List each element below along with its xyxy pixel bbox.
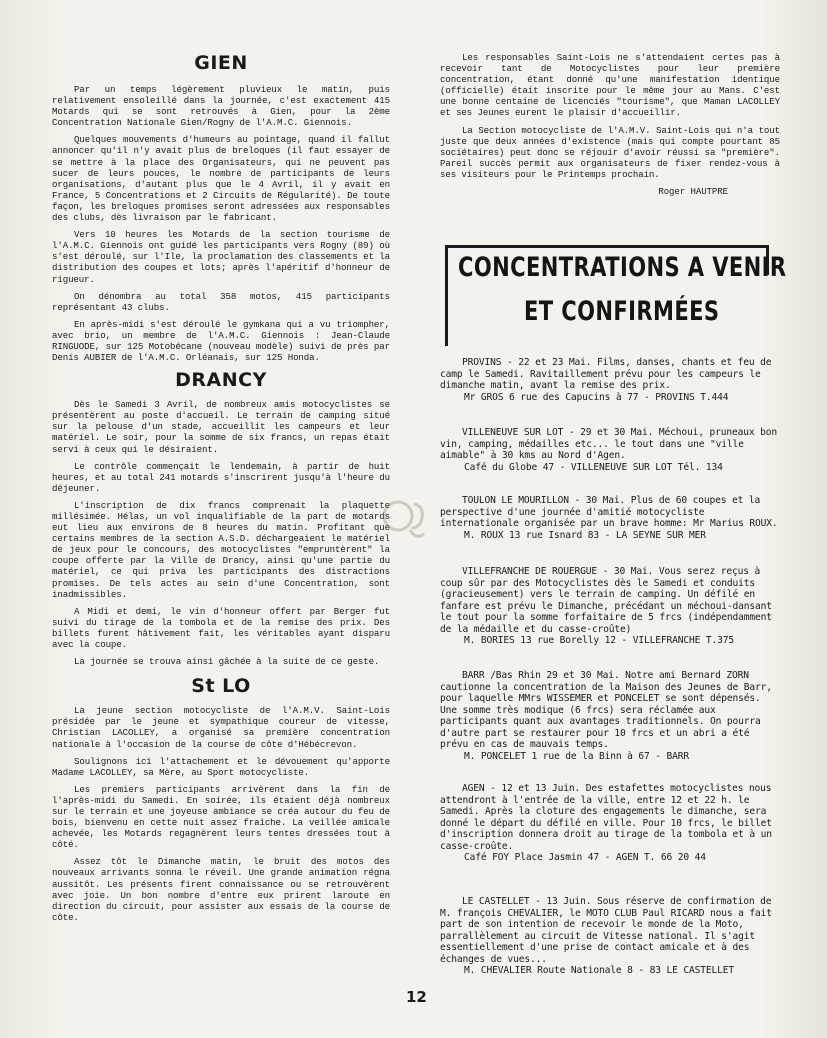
announcement-villeneuve [440,427,780,473]
paragraph: Les premiers participants arrivèrent dans la fin de l'après-midi du Samedi. En soirée, ils étaient déjà nombreux sur le terrain et une joyeuse ambiance se créa autour du feu de bois, bienvenu en cette nuit assez fraîche. La veillée amicale achevée, les Motards regagnèrent leurs tentes dressées tout à côté. [52,783,390,851]
announcement-address: Café du Globe 47 - VILLENEUVE SUR LOT Tél. 134 [464,461,723,473]
paragraph: L'inscription de dix francs comprenait la plaquette millésimée. Hélas, un vol inqualifiable de la part de motards eut lieu aux environs de 8 heures du matin. Profitant que certains membres de la section A.S.D. déchargeaient le matériel de jeux pour le concours, des motocyclistes "empruntèrent" la coupe offerte par la Ville de Drancy, ainsi qu'une partie du matériel, ce qui priva les participants des distractions promises. De tels actes au sein d'une Concentration, sont inadmissibles. [52,499,390,600]
announcement-text: VILLEFRANCHE DE ROUERGUE - 30 Mai. Vous serez reçus à coup sûr par des Motocyclistes dès le Samedi et conduits (gracieusement) vers le terrain de camping. Un défilé en fanfare est prévu le Dimanche, précédant un méchoui-dansant le tout pour la somme forfaitaire de 5 frcs (indépendamment de la médaille et du casse-croûte) [440,566,772,635]
concentrations-title-box [445,245,787,346]
announcement-text: LE CASTELLET - 13 Juin. Sous réserve de confirmation de M. françois CHEVALIER, le MOTO CLUB Paul RICARD nous a fait part de son intention de recevoir le monde de la Moto, parrallèlement au circuit de Vitesse national. Il s'agit essentiellement d'une prise de contact amicale et à des échanges de vues... [440,896,772,965]
author-signature: Roger HAUTPRE [658,186,728,198]
box-title-line2: ET CONFIRMÉES [524,296,720,327]
announcement-text: BARR /Bas Rhin 29 et 30 Mai. Notre ami Bernard ZORN cautionne la concentration de la Maison des Jeunes de Barr, pour laquelle MMrs WISSEMER et PONCELET se sont dépensés. Une somme très modique (6 frcs) sera réclamée aux participants quant aux avantages traditionnels. On pourra d'autre part se restaurer pour 10 frcs et un abri a été prévu en cas de mauvais temps. [440,670,772,750]
box-title-line1: CONCENTRATIONS A VENIR [458,252,787,283]
announcement-address: M. ROUX 13 rue Isnard 83 - LA SEYNE SUR MER [464,529,706,541]
announcement-text: PROVINS - 22 et 23 Mai. Films, danses, chants et feu de camp le Samedi. Ravitaillement prévu pour les campeurs le dimanche matin, avant la remise des prix. [440,357,772,391]
announcement-address: Mr GROS 6 rue des Capucins à 77 - PROVINS T.444 [464,391,729,403]
gien-heading: GIEN [194,52,248,74]
announcement-address: Café FOY Place Jasmin 47 - AGEN T. 66 20 44 [464,852,706,863]
paragraph: Soulignons ici l'attachement et le dévouement qu'apporte Madame LACOLLEY, sa Mère, au Sport motocycliste. [52,755,390,778]
left-column [52,48,390,929]
stlo-article [52,705,390,923]
announcement-address: M. CHEVALIER Route Nationale 8 - 83 LE CASTELLET [464,965,735,976]
announcement-toulon [440,495,780,541]
right-column-top [440,52,780,203]
announcement-text: AGEN - 12 et 13 Juin. Des estafettes motocyclistes nous attendront à l'entrée de la ville, entre 12 et 22 h. le Samedi. Après la cloture des engagements le dimanche, sera donné le départ du défilé en ville. Pour 10 frcs, le billet d'inscription donnera droit au tirage de la tombola et à un casse-croûte. [440,783,772,852]
announcement-provins [440,357,780,403]
paragraph: La jeune section motocycliste de l'A.M.V. Saint-Lois présidée par le jeune et sympathique coureur de vitesse, Christian LACOLLEY, a organisé sa première concentration nationale à l'occasion de la course de côte d'Hébécrevon. [52,705,390,750]
watermark-logo [380,490,432,550]
drancy-article [52,399,390,667]
announcement-address: M. PONCELET 1 rue de la Binn à 67 - BARR [464,750,690,762]
drancy-heading: DRANCY [175,369,267,392]
announcement-agen [440,783,780,864]
paragraph: Vers 10 heures les Motards de la section tourisme de l'A.M.C. Giennois ont guidé les participants vers Rogny (89) où s'est déroulé, sur l'Ile, la proclamation des classements et la distribution des coupes et lots; après l'apéritif d'honneur de rigueur. [52,229,390,285]
paragraph: En après-midi s'est déroulé le gymkana qui a vu triompher, avec brio, un membre de l'A.M.C. Giennois : Jean-Claude RINGUODE, sur 125 Motobécane (nouveau modèle) suivi de près par Denis AUBIER de l'A.M.C. Orléanais, sur 125 Honda. [52,318,390,364]
announcement-text: VILLENEUVE SUR LOT - 29 et 30 Mai. Méchoui, pruneaux bon vin, camping, médailles etc... le tout dans une "ville aimable" à 30 kms au Nord d'Agen. [440,427,778,461]
announcement-villefranche [440,566,780,647]
announcement-castellet [440,896,780,977]
paragraph: Assez tôt le Dimanche matin, le bruit des motos des nouveaux arrivants sonna le réveil. Une grande animation régna aussitôt. Les présents firent connaissance ou se retrouvèrent avec joie. Un bon nombre d'entre eux prirent laroute en direction du circuit, pour assister aux essais de la course de côte. [52,856,390,923]
announcement-barr [440,670,780,762]
paragraph: Quelques mouvements d'humeurs au pointage, quand il fallut annoncer qu'il n'y avait plus de breloques (il faut essayer de se mettre à la place des Organisateurs, qui ne peuvent pas sucer de leurs pouces, le nombre de participants de leurs organisations, d'autant plus que le 4 Avril, il y avait en France, 5 Concentrations et 2 Circuits de Régularité). De toute façon, les breloques promises seront adressées aux responsables des clubs, dès livraison par le fabricant. [52,134,390,224]
paragraph: On dénombra au total 358 motos, 415 participants représentant 43 clubs. [52,290,390,313]
paragraph: Dès le Samedi 3 Avril, de nombreux amis motocyclistes se présentèrent au poste d'accueil. Le terrain de camping situé sur la pelouse d'un stade, accueillit les campeurs et leur matériel. Le soir, pour la somme de six francs, un repas était servi à ceux qui le désiraient. [52,399,390,455]
paragraph: Le contrôle commençait le lendemain, à partir de huit heures, et au total 241 motards s'inscrirent jusqu'à l'heure du déjeuner. [52,460,390,494]
paragraph: La journée se trouva ainsi gâchée à la suite de ce geste. [74,656,380,668]
gien-article [52,84,390,363]
announcement-text: TOULON LE MOURILLON - 30 Mai. Plus de 60 coupes et la perspective d'une journée d'amitié motocycliste internationale organisée par un brave homme: Mr Marius ROUX. [440,495,778,529]
paragraph: Par un temps légèrement pluvieux le matin, puis relativement ensoleillé dans la journée, c'est exactement 415 Motards qui se sont retrouvés à Gien, pour la 2ème Concentration Nationale Gien/Rogny de l'A.M.C. Giennois. [52,84,390,129]
paragraph: A Midi et demi, le vin d'honneur offert par Berger fut suivi du tirage de la tombola et de la remise des prix. Des billets furent hâtivement fait, les véritables ayant disparu avec la coupe. [52,605,390,651]
page-number: 12 [406,988,427,1006]
stlo-heading: St LO [191,675,251,698]
paragraph: Les responsables Saint-Lois ne s'attendaient certes pas à recevoir tant de Motocyclistes pour leur première concentration, étant donné qu'une manifestation identique (officielle) était inscrite pour le même jour au Mans. C'est une bonne centaine de licenciés "tourisme", que Maman LACOLLEY et ses Jeunes eurent le plaisir d'accueillir. [440,52,780,119]
announcement-address: M. BORIES 13 rue Borelly 12 - VILLEFRANCHE T.375 [464,635,735,646]
paragraph: La Section motocycliste de l'A.M.V. Saint-Lois qui n'a tout juste que deux années d'existence (mais qui compte pourtant 85 sociétaires) peut donc se réjouir d'avoir réussi sa "première". Pareil succès permit aux organisateurs de fixer rendez-vous à ses visiteurs pour le Printemps prochain. [440,124,780,180]
